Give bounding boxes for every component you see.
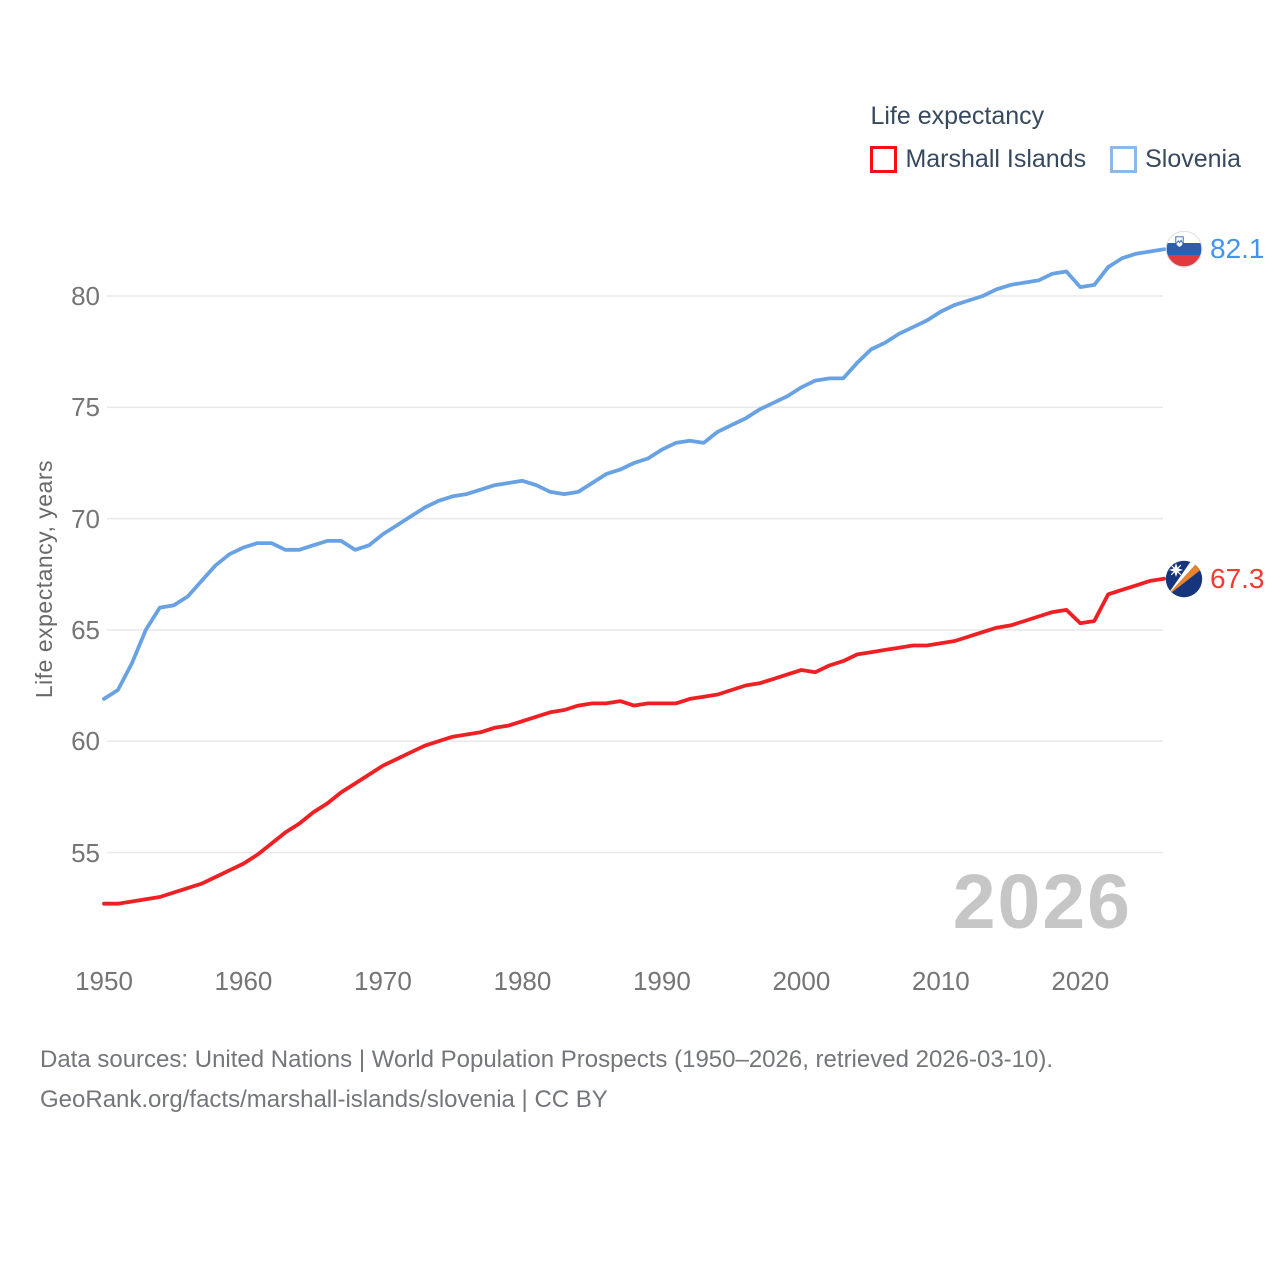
marshall-islands-flag-icon [1165, 560, 1203, 598]
slovenia-end-value: 82.1 [1210, 233, 1265, 265]
legend-item-label: Marshall Islands [905, 145, 1087, 173]
y-tick-label: 80 [71, 281, 100, 311]
slovenia-end-marker [1165, 230, 1265, 268]
legend [870, 102, 1241, 174]
series-line-slovenia [104, 249, 1164, 699]
x-tick-label: 1980 [493, 966, 552, 996]
x-tick-label: 1970 [354, 966, 412, 996]
marshall-islands-end-marker [1165, 560, 1265, 598]
y-tick-label: 65 [71, 614, 100, 645]
y-axis-title: Life expectancy, years [31, 460, 57, 699]
x-tick-label: 1950 [75, 966, 133, 996]
x-tick-label: 2020 [1051, 966, 1110, 996]
footer-attribution-link: GeoRank.org/facts/marshall-islands/slovenia | CC BY [40, 1086, 608, 1113]
legend-row [870, 145, 1241, 174]
y-tick-label: 70 [71, 503, 100, 534]
year-watermark: 2026 [952, 859, 1132, 945]
x-tick-label: 2000 [772, 966, 831, 996]
footer [40, 1040, 1053, 1120]
marshall-islands-swatch-icon [870, 146, 897, 173]
legend-item-label: Slovenia [1145, 145, 1241, 173]
footer-data-sources: Data sources: United Nations | World Population Prospects (1950–2026, retrieved 2026-03-10). [40, 1046, 1054, 1073]
y-tick-label: 55 [71, 837, 100, 868]
x-tick-label: 1960 [214, 966, 273, 996]
legend-item-slovenia[interactable] [1110, 145, 1241, 174]
y-tick-label: 75 [71, 392, 100, 423]
slovenia-swatch-icon [1110, 146, 1137, 173]
marshall-islands-end-value: 67.3 [1210, 562, 1265, 594]
legend-title: Life expectancy [870, 102, 1045, 130]
slovenia-flag-icon [1165, 230, 1203, 268]
x-tick-label: 1990 [632, 966, 691, 996]
y-tick-label: 60 [71, 726, 100, 757]
x-tick-label: 2010 [911, 966, 970, 996]
legend-item-marshall-islands[interactable] [870, 145, 1086, 174]
